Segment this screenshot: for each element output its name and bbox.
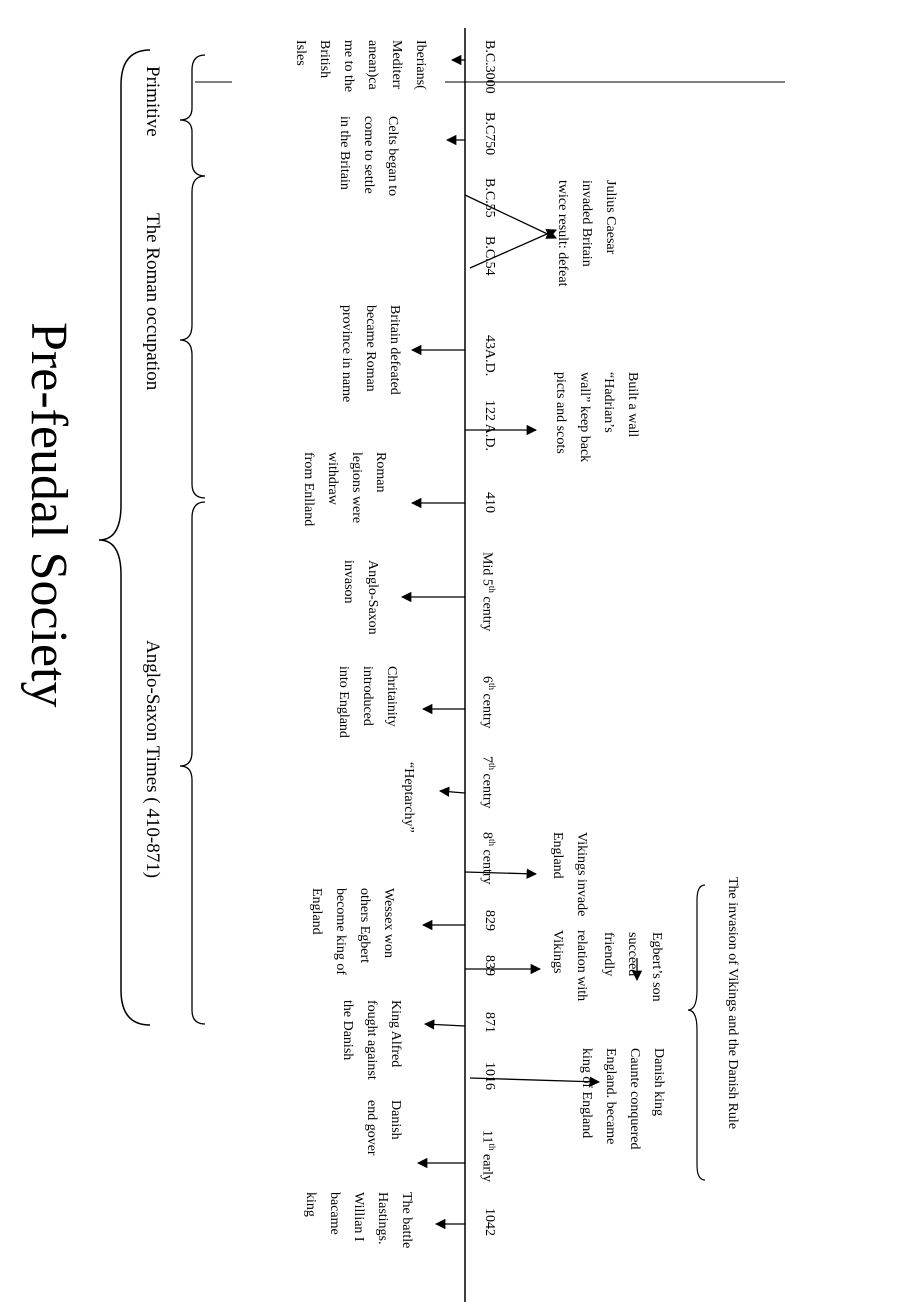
event-caesar: Julius Caesar invaded Britain twice result: defeat	[555, 180, 618, 287]
date-1016: 1016	[482, 1062, 497, 1090]
event-friendly: friendly	[601, 932, 616, 977]
event-danish-king: Danish king Caunte conquered England. became king of England	[579, 1048, 666, 1150]
date-11th: 11th early	[479, 1130, 497, 1182]
event-legions: Roman legions were withdraw from Enlland	[301, 452, 388, 527]
arrow-871	[425, 1024, 465, 1026]
date-7th: 7th centry	[479, 756, 497, 809]
brace-roman	[180, 176, 205, 498]
event-danish-end: Danish end gover	[364, 1100, 403, 1156]
event-egbert-son: Egbert’s son succeed	[625, 932, 664, 1002]
brace-pre-feudal	[99, 50, 150, 1025]
period-vikings: The invasion of Vikings and the Danish Rule	[725, 877, 740, 1130]
brace-vikings	[688, 885, 705, 1180]
event-relation: relation with Vikings	[550, 930, 589, 1002]
date-122ad: 122 A.D.	[482, 400, 497, 451]
date-55bc: B.C.55	[482, 178, 497, 218]
date-6th: 6th centry	[479, 676, 497, 729]
date-750bc: B.C750	[482, 112, 497, 156]
event-iberians: Iberians( Mediterr anean)ca me to the British Isles	[293, 40, 428, 93]
event-roman-province: Britain defeated became Roman province in name	[339, 305, 402, 403]
date-871: 871	[482, 1012, 497, 1033]
event-vikings-invade: Vikings invade England	[550, 832, 589, 917]
period-roman: The Roman occupation	[142, 213, 163, 391]
event-hastings: The battle Hastings. Willian I bacame king	[303, 1192, 414, 1249]
date-mid5th: Mid 5th centry	[479, 552, 497, 632]
event-heptarchy: “Heptarchy”	[401, 762, 416, 833]
date-8th: 8th centry	[479, 832, 497, 885]
event-anglo-saxon: Anglo-Saxon invason	[341, 560, 380, 635]
date-43ad: 43A.D.	[482, 335, 497, 377]
event-celts: Celts began to come to settle in the Britain	[337, 116, 400, 197]
arrow-caesar-55	[465, 195, 556, 238]
arrow-8th	[465, 872, 536, 874]
period-anglo-saxon: Anglo-Saxon Times ( 410-871)	[142, 640, 163, 879]
date-54bc: B.C.54	[482, 236, 497, 276]
date-410: 410	[482, 492, 497, 513]
event-hadrian: Built a wall “Hadrian’s wall” keep back picts and scots	[553, 372, 640, 463]
arrow-7th	[440, 791, 465, 793]
date-1042: 1042	[482, 1208, 497, 1236]
date-839: 839	[482, 955, 497, 976]
brace-primitive	[180, 55, 205, 176]
date-829: 829	[482, 910, 497, 931]
event-alfred: King Alfred fought against the Danish	[340, 1000, 403, 1080]
brace-anglo-saxon	[180, 502, 205, 1024]
event-christianity: Chritainity introduced into England	[336, 666, 399, 738]
date-3000bc: B.C.3000	[482, 40, 497, 94]
period-primitive: Primitive	[142, 66, 163, 137]
page-title: Pre-feudal Society	[20, 322, 77, 708]
event-wessex: Wessex won others Egbert become king of England	[309, 888, 396, 976]
